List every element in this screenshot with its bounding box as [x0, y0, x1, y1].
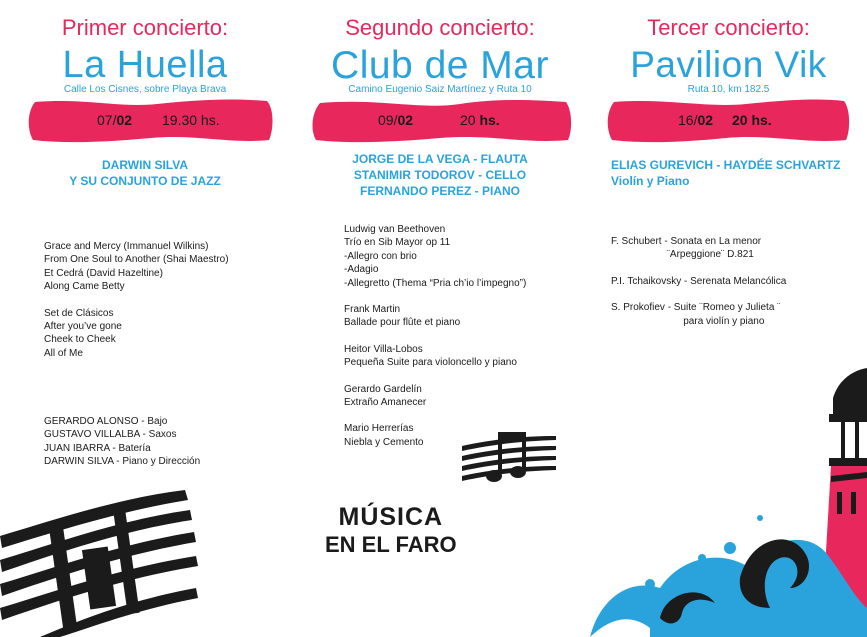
program-line: Heitor Villa-Lobos	[344, 343, 423, 355]
program-line: Ludwig van Beethoven	[344, 224, 446, 235]
concert-2-performers	[290, 151, 590, 199]
concert-1-musicians	[44, 415, 200, 469]
concert-3-performers	[611, 157, 840, 189]
program-line: Cheek to Cheek	[44, 334, 116, 346]
program-line: Et Cedrá (David Hazeltine)	[44, 267, 163, 279]
program-line: ¨Arpeggione¨ D.821	[611, 249, 754, 261]
concert-1-date	[97, 112, 132, 128]
program-line: Ballade pour flûte et piano	[344, 317, 461, 329]
concert-3-program	[611, 235, 786, 328]
banner-shape	[310, 98, 573, 144]
performer-line: STANIMIR TODOROV - CELLO	[353, 168, 527, 182]
banner-shape	[27, 98, 275, 144]
time-unit: hs.	[751, 112, 772, 128]
date-month: 02	[397, 112, 414, 128]
program-line: -Adagio	[344, 264, 379, 276]
program-line: S. Prokofiev - Suite ¨Romeo y Julieta ¨	[611, 302, 781, 314]
time-unit: hs.	[479, 112, 500, 128]
program-line: Gerardo Gardelín	[344, 383, 422, 395]
program-line: F. Schubert - Sonata en La menor	[611, 236, 762, 247]
concert-2-program	[344, 223, 526, 449]
performer-line: JORGE DE LA VEGA - FLAUTA	[352, 152, 528, 166]
program-line: Set de Clásicos	[44, 307, 114, 319]
program-line: All of Me	[44, 347, 83, 359]
concert-1-date-banner	[27, 98, 275, 144]
music-notes-art	[460, 432, 560, 488]
date-day: 07/	[97, 112, 117, 128]
concert-2-date-banner	[310, 98, 573, 144]
date-day: 16/	[678, 112, 698, 128]
musician-line: JUAN IBARRA - Batería	[44, 442, 151, 454]
concert-2-date	[378, 112, 413, 128]
date-month: 02	[116, 112, 133, 128]
program-line: Grace and Mercy (Immanuel Wilkins)	[44, 241, 209, 252]
program-line: para violín y piano	[611, 315, 765, 327]
concert-3-date	[678, 112, 713, 128]
program-line: Extraño Amanecer	[344, 397, 427, 409]
program-line: Niebla y Cemento	[344, 436, 424, 448]
performer-line: DARWIN SILVA	[102, 158, 188, 172]
concert-3-panel	[590, 0, 867, 637]
program-line: Mario Herrerías	[344, 423, 414, 435]
date-month: 02	[697, 112, 714, 128]
concert-2-time	[460, 112, 500, 128]
concert-2-address: Camino Eugenio Saiz Martínez y Ruta 10	[348, 84, 532, 95]
performer-line: Violín y Piano	[611, 174, 690, 188]
program-line: Trío en Sib Mayor op 11	[344, 237, 451, 249]
program-line: After you’ve gone	[44, 321, 122, 333]
program-line: Frank Martin	[344, 304, 401, 316]
banner-shape	[606, 98, 851, 144]
concert-3-date-banner	[606, 98, 851, 144]
time-number: 20	[732, 112, 748, 128]
musician-line: DARWIN SILVA - Piano y Dirección	[44, 456, 201, 468]
concert-3-time	[732, 112, 772, 128]
performer-line: Y SU CONJUNTO DE JAZZ	[69, 174, 221, 188]
performer-line: FERNANDO PEREZ - PIANO	[359, 184, 520, 198]
program-line: P.I. Tchaikovsky - Serenata Melancólica	[611, 275, 787, 287]
music-staff-art	[0, 488, 200, 637]
program-line: From One Soul to Another (Shai Maestro)	[44, 254, 229, 266]
concert-1-heading: Primer concierto:	[61, 15, 229, 40]
waves-art	[590, 478, 867, 637]
concert-2-venue: Club de Mar	[331, 44, 549, 87]
program-line: Along Came Betty	[44, 281, 125, 293]
program-line: -Allegro con brio	[344, 250, 417, 262]
musician-line: GUSTAVO VILLALBA - Saxos	[44, 429, 177, 441]
time-number: 20	[460, 112, 476, 128]
concert-1-time: 19.30 hs.	[162, 112, 220, 128]
concert-1-panel	[0, 0, 290, 637]
concert-3-heading: Tercer concierto:	[647, 15, 810, 40]
performer-line: ELIAS GUREVICH - HAYDÉE SCHVARTZ	[611, 158, 841, 172]
logo-line-2: EN EL FARO	[325, 532, 457, 557]
concert-1-performers	[0, 157, 290, 189]
program-line: -Allegretto (Thema “Pria ch’io l’impegno”)	[344, 277, 527, 289]
logo-line-1: MÚSICA	[338, 503, 444, 531]
musica-en-el-faro-logo	[325, 503, 457, 559]
program-line: Pequeña Suite para violoncello y piano	[344, 357, 517, 369]
concert-1-address: Calle Los Cisnes, sobre Playa Brava	[63, 84, 227, 95]
concert-3-address: Ruta 10, km 182.5	[687, 84, 770, 95]
concert-1-venue: La Huella	[62, 44, 228, 86]
concert-1-program	[44, 240, 229, 360]
musician-line: GERARDO ALONSO - Bajo	[44, 416, 168, 427]
date-day: 09/	[378, 112, 398, 128]
concert-2-heading: Segundo concierto:	[345, 15, 535, 40]
concert-3-venue: Pavilion Vik	[630, 44, 827, 85]
